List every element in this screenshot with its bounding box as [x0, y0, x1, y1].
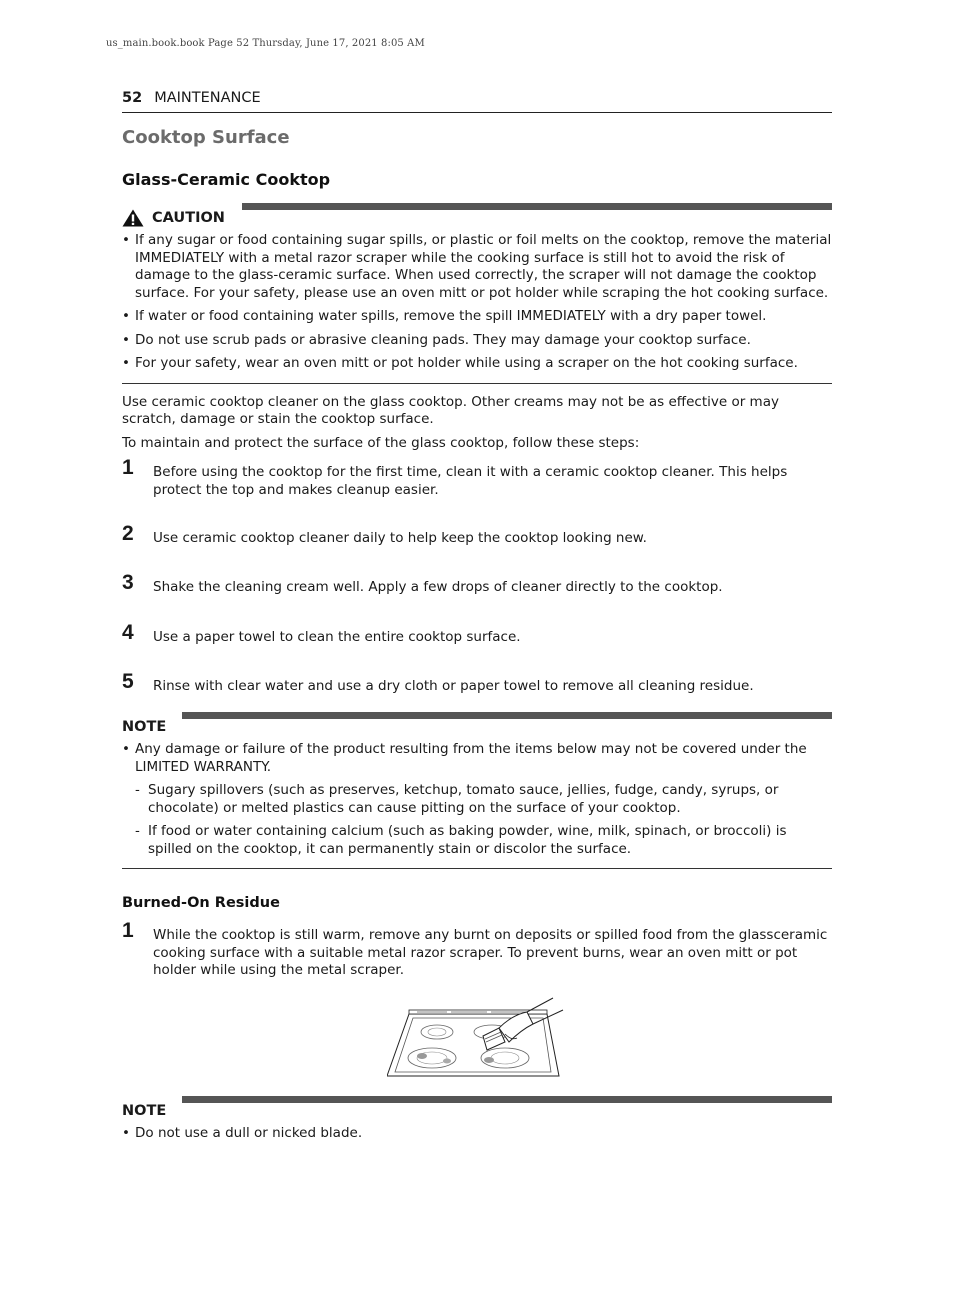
note-bar	[182, 712, 832, 719]
paragraph: Use ceramic cooktop cleaner on the glass cooktop. Other creams may not be as effective or may scratch, damage or stain the cooktop surface.	[122, 393, 779, 427]
burned-title: Burned-On Residue	[122, 895, 280, 911]
caution-label: CAUTION	[152, 210, 225, 226]
step-item	[122, 919, 832, 980]
note-list	[122, 1125, 832, 1143]
step-number: 4	[122, 621, 134, 644]
note-item: • Do not use a dull or nicked blade.	[122, 1125, 832, 1143]
intro-paragraphs	[122, 394, 832, 453]
note-item-text: Any damage or failure of the product resulting from the items below may not be covered under the LIMITED WARRANTY.	[135, 741, 807, 775]
note-subitem: - If food or water containing calcium (such as baking powder, wine, milk, spinach, or broccoli) is spilled on the cooktop, it can permanently stain or discolor the surface.	[122, 823, 832, 858]
step-text: Shake the cleaning cream well. Apply a few drops of cleaner directly to the cooktop.	[153, 579, 723, 595]
subsection-title: Glass-Ceramic Cooktop	[122, 170, 331, 189]
note-list	[122, 741, 832, 858]
burned-steps	[122, 919, 832, 980]
caution-item: • For your safety, wear an oven mitt or pot holder while using a scraper on the hot cooking surface.	[122, 355, 832, 373]
note-box	[122, 712, 832, 869]
note-heading: NOTE	[122, 1102, 167, 1119]
cooktop-illustration	[122, 994, 832, 1080]
step-number: 1	[122, 919, 134, 942]
caution-bar	[242, 203, 832, 210]
warning-triangle-icon	[122, 209, 144, 227]
cooktop-scraper-image	[387, 994, 567, 1080]
note-bar	[182, 1096, 832, 1103]
step-item	[122, 621, 832, 678]
step-number: 2	[122, 522, 134, 545]
step-item	[122, 456, 832, 530]
page-meta: us_main.book.book Page 52 Thursday, June 17, 2021 8:05 AM	[106, 38, 425, 49]
caution-box	[122, 203, 832, 384]
step-text: Rinse with clear water and use a dry cloth or paper towel to remove all cleaning residue.	[153, 678, 754, 694]
caution-list	[122, 232, 832, 373]
page-content	[122, 90, 832, 1148]
header-section: MAINTENANCE	[154, 90, 261, 106]
caution-item: • Do not use scrub pads or abrasive cleaning pads. They may damage your cooktop surface.	[122, 332, 832, 350]
note-heading: NOTE	[122, 719, 167, 735]
step-item	[122, 522, 832, 579]
page-header	[122, 90, 832, 113]
caution-item: • If any sugar or food containing sugar spills, or plastic or foil melts on the cooktop, remove the material IMMEDIATELY with a metal razor scraper while the cooking surface is still hot to avoid the risk of damage to the glass-ceramic surface. When used correctly, the scraper will not damage the cooktop surface. For your safety, please use an oven mitt or pot holder while scraping the hot cooking surface.	[122, 232, 832, 302]
step-number: 5	[122, 670, 134, 693]
note-item	[122, 741, 832, 858]
page-number: 52	[122, 90, 143, 106]
note-box	[122, 1096, 832, 1143]
caution-heading	[122, 209, 832, 227]
step-text: Use ceramic cooktop cleaner daily to help keep the cooktop looking new.	[153, 530, 647, 546]
step-number: 3	[122, 571, 134, 594]
step-text: Before using the cooktop for the first time, clean it with a ceramic cooktop cleaner. This helps protect the top and makes cleanup easier.	[153, 464, 788, 498]
step-text: Use a paper towel to clean the entire cooktop surface.	[153, 629, 521, 645]
caution-item: • If water or food containing water spills, remove the spill IMMEDIATELY with a dry paper towel.	[122, 308, 832, 326]
paragraph: To maintain and protect the surface of the glass cooktop, follow these steps:	[122, 434, 640, 451]
note-sublist	[122, 782, 832, 858]
step-item	[122, 571, 832, 629]
step-text: While the cooktop is still warm, remove any burnt on deposits or spilled food from the glassceramic cooking surface with a suitable metal razor scraper. To prevent burns, wear an oven mitt or pot holder while using the metal scraper.	[153, 927, 828, 978]
note-subitem: - Sugary spillovers (such as preserves, ketchup, tomato sauce, jellies, fudge, candy, syrups, or chocolate) or melted plastics can cause pitting on the surface of your cooktop.	[122, 782, 832, 817]
step-number: 1	[122, 456, 134, 479]
cleaning-steps	[122, 456, 832, 698]
section-title: Cooktop Surface	[122, 127, 290, 148]
step-item	[122, 670, 832, 698]
